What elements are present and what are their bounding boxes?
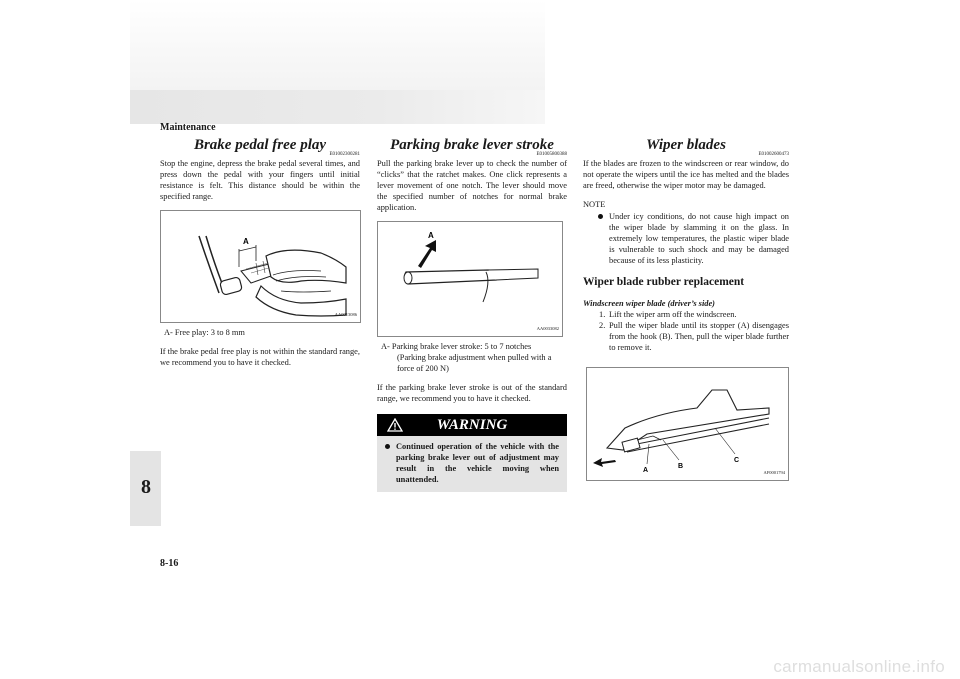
caption-line: (Parking brake adjustment when pulled with a force of 200 N) [397,353,552,373]
warning-title: WARNING [436,417,508,433]
figure-caption: A- Free play: 3 to 8 mm [164,328,245,337]
figure-caption [381,341,567,374]
caption-line: A- Parking brake lever stroke: 5 to 7 notches [381,342,532,351]
section-title: Parking brake lever stroke [390,137,554,153]
chapter-number: 8 [141,476,151,498]
paragraph: Pull the parking brake lever up to check the number of “clicks” that the ratchet makes. One click represents a lever movement of one notch. The lever should move the specified number of notches for normal brake application. [377,159,567,212]
section-code: E01002600473 [758,152,789,157]
header-gradient-top [130,0,545,90]
paragraph: Stop the engine, depress the brake pedal several times, and press down the pedal with your fingers until initial resistance is felt. This distance should be within the specified range. [160,159,360,201]
figure-code: AA0033082 [536,326,559,331]
figure-code: AA0013086 [334,312,357,317]
watermark: carmanualsonline.info [773,657,945,676]
section-code: E01002300281 [329,152,360,157]
page-number: 8-16 [160,558,179,569]
step-item [599,309,789,320]
wiper-blade-figure [586,367,789,481]
warning-header [377,414,567,436]
figure-label-c: C [734,457,740,464]
bullet-icon [598,214,603,219]
column-wiper-blades [583,136,789,481]
figure-label-b: B [678,463,684,470]
steps-list [583,309,789,353]
column-parking-brake [377,136,567,492]
brake-pedal-figure [160,210,361,323]
figure-label-a: A [243,237,249,246]
section-title: Brake pedal free play [193,137,327,153]
paragraph: If the brake pedal free play is not within the standard range, we recommend you to have it checked. [160,347,360,367]
warning-triangle-icon [387,418,403,432]
warning-text: Continued operation of the vehicle with the parking brake lever out of adjustment may result in the vehicle moving when unattended. [396,442,559,484]
brake-pedal-illustration [161,211,360,322]
section-code: E01005800388 [536,152,567,157]
figure-code: AF0001794 [763,470,785,475]
column-brake-pedal [160,136,360,368]
subheading: Wiper blade rubber replacement [583,276,745,288]
note [583,199,789,266]
sub-subheading: Windscreen wiper blade (driver’s side) [583,299,715,308]
note-label: NOTE [583,200,606,209]
paragraph: If the parking brake lever stroke is out of the standard range, we recommend you to have it checked. [377,383,567,403]
note-text: Under icy conditions, do not cause high impact on the wiper blade by slamming it on the glass. In extremely low temperatures, the plastic wiper blade is vulnerable to such shock and may be damaged because of its less plasticity. [609,212,789,265]
bullet-icon [385,444,390,449]
note-item [583,211,789,266]
warning-body [377,436,567,485]
paragraph: If the blades are frozen to the windscreen or rear window, do not operate the wipers until the ice has melted and the blades are freed, otherwise the wiper motor may be damaged. [583,159,789,190]
step-item [599,320,789,353]
parking-brake-illustration [378,222,562,336]
figure-label-a: A [428,231,434,240]
step-text: Pull the wiper blade until its stopper (A) disengages from the hook (B). Then, pull the wiper blade further to remove it. [609,321,789,352]
parking-brake-figure [377,221,563,337]
section-label: Maintenance [160,122,216,133]
figure-label-a: A [643,467,649,474]
step-text: Lift the wiper arm off the windscreen. [609,310,737,319]
warning-box [377,414,567,492]
header-band [130,90,545,124]
step-number: 1. [599,310,606,319]
wiper-blade-illustration [587,368,788,480]
section-title: Wiper blades [646,137,726,153]
step-number: 2. [599,321,606,330]
